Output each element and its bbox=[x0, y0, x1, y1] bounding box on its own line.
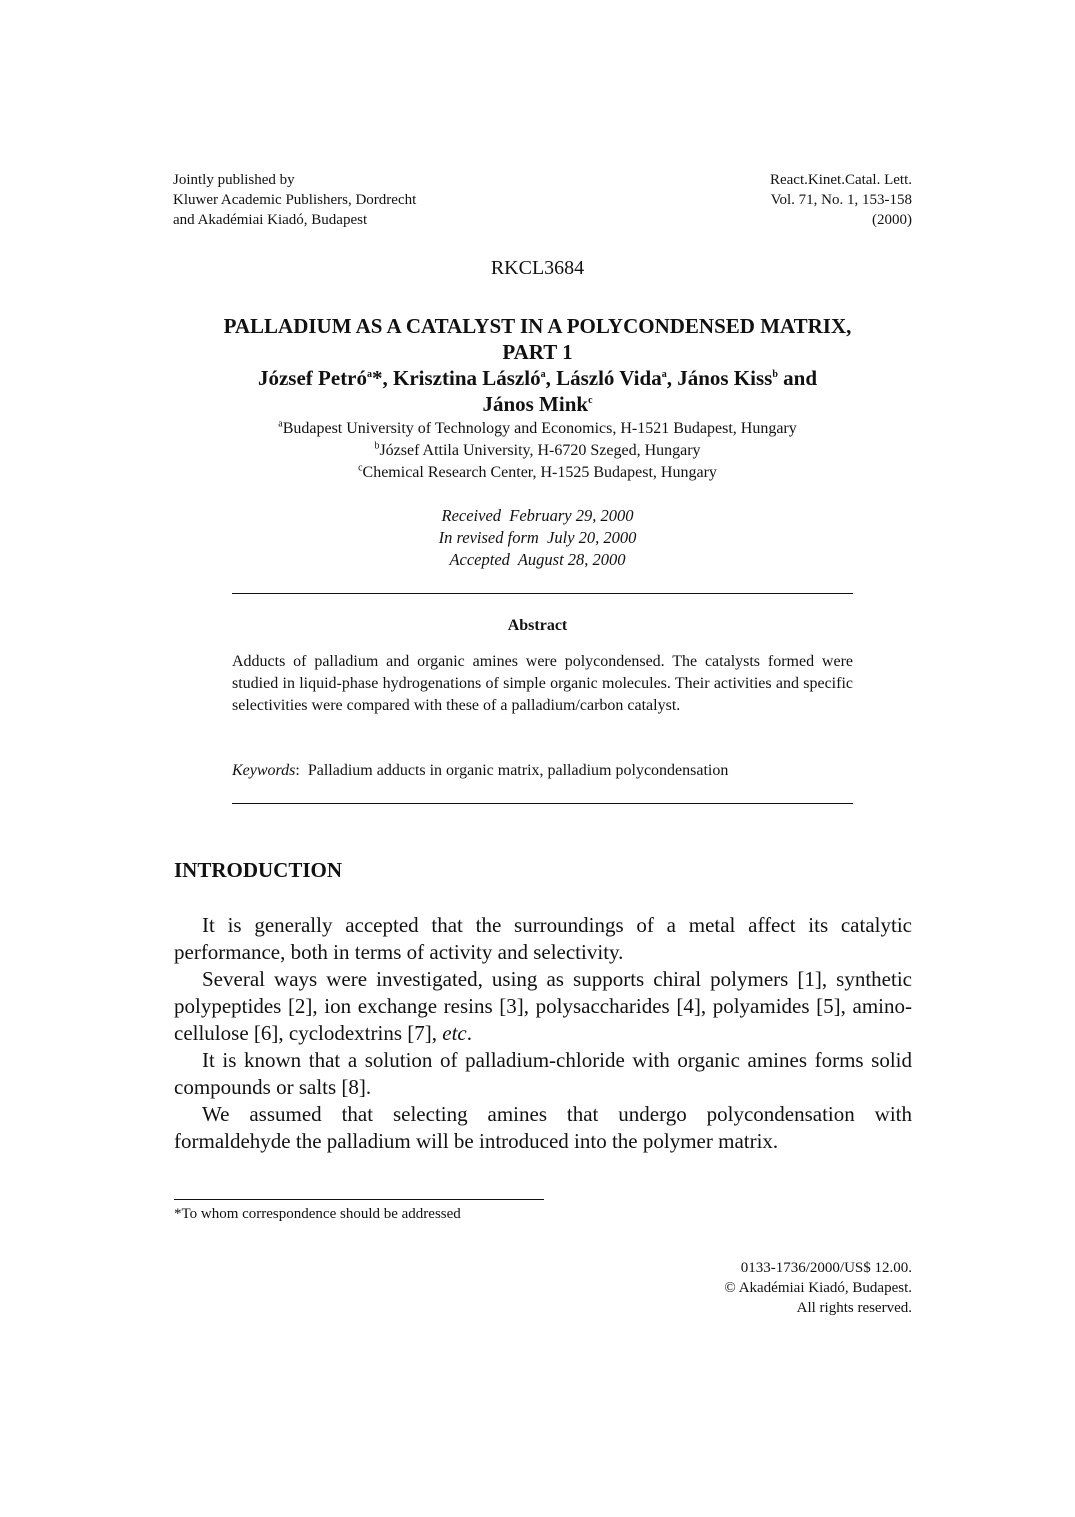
paragraph: We assumed that selecting amines that undergo polycondensation with formaldehyde the palladium will be introduced into the polymer matrix. bbox=[174, 1102, 912, 1153]
publisher-line: Jointly published by bbox=[173, 172, 295, 188]
journal-citation bbox=[552, 170, 912, 230]
journal-line: React.Kinet.Catal. Lett. bbox=[769, 172, 912, 188]
journal-line: (2000) bbox=[872, 212, 912, 228]
affil-text: Budapest University of Technology and Economics, H-1521 Budapest, Hungary bbox=[282, 420, 797, 437]
date-accepted: Accepted August 28, 2000 bbox=[449, 550, 626, 569]
corresponding-mark: *, bbox=[372, 366, 394, 390]
footnote-rule bbox=[174, 1199, 544, 1200]
affiliations bbox=[0, 418, 1075, 484]
affil-mark: a bbox=[278, 418, 283, 430]
author-name: József Petró bbox=[257, 366, 368, 390]
affil-text: Chemical Research Center, H-1525 Budapest, Hungary bbox=[362, 464, 717, 481]
affil-mark: b bbox=[374, 440, 380, 452]
keywords bbox=[232, 760, 853, 782]
introduction-body bbox=[174, 912, 912, 1155]
abstract-text: Adducts of palladium and organic amines were polycondensed. The catalysts formed were studied in liquid-phase hydrogenations of simple organic molecules. Their activities and specific selectivities were compared with these of a palladium/carbon catalyst. bbox=[232, 653, 853, 714]
author-affil-mark: a bbox=[540, 369, 546, 380]
paragraph-text: Several ways were investigated, using as supports chiral polymers [1], synthetic polypeptides [2], ion exchange resins [3], polysaccharides [4], polyamides [5], amino-cellulose [6], cyclodextrins [7], bbox=[174, 967, 912, 1045]
author-separator: , bbox=[666, 366, 678, 390]
copyright-line: All rights reserved. bbox=[796, 1300, 912, 1316]
publisher-info bbox=[173, 170, 593, 230]
paragraph-end: . bbox=[466, 1021, 472, 1045]
article-code: RKCL3684 bbox=[490, 257, 585, 279]
publisher-line: Kluwer Academic Publishers, Dordrecht bbox=[173, 192, 417, 208]
title-line: PART 1 bbox=[502, 340, 573, 364]
author-name: János Kiss bbox=[677, 366, 773, 390]
copyright-line: © Akadémiai Kiadó, Budapest. bbox=[724, 1280, 912, 1296]
author-affil-mark: a bbox=[367, 369, 373, 380]
paragraph: It is known that a solution of palladium-chloride with organic amines forms solid compounds or salts [8]. bbox=[174, 1048, 912, 1099]
paper-title bbox=[0, 313, 1075, 365]
section-heading-introduction: INTRODUCTION bbox=[174, 858, 343, 882]
affil-text: József Attila University, H-6720 Szeged, Hungary bbox=[379, 442, 701, 459]
author-conjunction: and bbox=[777, 366, 817, 390]
author-line-2 bbox=[0, 391, 1075, 417]
keywords-text: : Palladium adducts in organic matrix, palladium polycondensation bbox=[295, 762, 729, 779]
title-line: PALLADIUM AS A CATALYST IN A POLYCONDENSED MATRIX, bbox=[223, 314, 852, 338]
publisher-line: and Akadémiai Kiadó, Budapest bbox=[173, 212, 368, 228]
date-received: Received February 29, 2000 bbox=[441, 506, 634, 525]
paragraph: It is generally accepted that the surroundings of a metal affect its catalytic performance, both in terms of activity and selectivity. bbox=[174, 913, 912, 964]
author-name: János Mink bbox=[482, 392, 589, 416]
journal-line: Vol. 71, No. 1, 153-158 bbox=[770, 192, 912, 208]
author-affil-mark: a bbox=[661, 369, 667, 380]
date-revised: In revised form July 20, 2000 bbox=[438, 528, 637, 547]
copyright-block bbox=[552, 1258, 912, 1318]
author-name: László Vida bbox=[556, 366, 662, 390]
author-affil-mark: c bbox=[588, 395, 593, 406]
paragraph bbox=[174, 966, 912, 1047]
keywords-label: Keywords bbox=[232, 762, 296, 779]
abstract-heading: Abstract bbox=[507, 617, 568, 634]
author-separator: , bbox=[545, 366, 557, 390]
author-list bbox=[0, 365, 1075, 417]
abstract-bottom-rule bbox=[232, 803, 853, 804]
affiliation-line bbox=[0, 440, 1075, 462]
affiliation-line bbox=[0, 462, 1075, 484]
author-name: Krisztina László bbox=[393, 366, 541, 390]
footnote: *To whom correspondence should be addressed bbox=[174, 1206, 461, 1222]
manuscript-dates bbox=[0, 505, 1075, 571]
etc-italic: etc bbox=[442, 1021, 467, 1045]
author-affil-mark: b bbox=[772, 369, 778, 380]
author-line-1 bbox=[0, 365, 1075, 391]
affiliation-line bbox=[0, 418, 1075, 440]
affil-mark: c bbox=[358, 462, 363, 474]
abstract-top-rule bbox=[232, 593, 853, 594]
copyright-line: 0133-1736/2000/US$ 12.00. bbox=[740, 1260, 912, 1276]
